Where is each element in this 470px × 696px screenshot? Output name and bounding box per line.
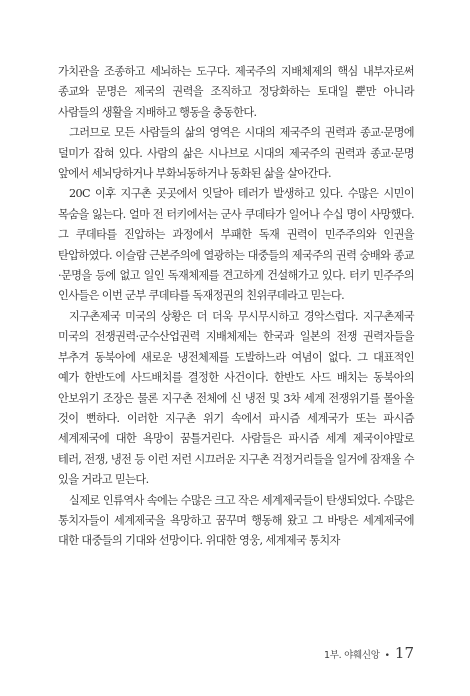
footer-bullet: •: [384, 651, 390, 661]
paragraph-1: 가치관을 조종하고 세뇌하는 도구다. 제국주의 지배체제의 핵심 내부자로써 종교와 문명은 제국의 권력을 조직하고 정당화하는 토대일 뿐만 아니라 사람들의 생활을 지배하고 행동을 충동한다.: [58, 65, 414, 119]
paragraph-4: 지구촌제국 미국의 상황은 더 더욱 무시무시하고 경악스럽다. 지구촌제국 미국의 전쟁권력·군수산업권력 지배체제는 한국과 일본의 전쟁 권력자들을 부추겨 동북아에 새로운 냉전체제를 도발하느라 여념이 없다. 그 대표적인 예가 한반도에 사드배치를 결정한 사건이다. 한반도 사드 배치는 동북아의 안보위기 조장은 물론 지구촌 전체에 신 냉전 및 3차 세계 전쟁위기를 몰아올 것이 뻔하다. 이러한 지구촌 위기 속에서 파시즘 세계국가 또는 파시즘 세계제국에 대한 욕망이 꿈틀거린다. 사람들은 파시즘 세계 제국이야말로 테러, 전쟁, 냉전 등 이런 저런 시끄러운 지구촌 걱정거리들을 일거에 잠재울 수 있을 거라고 믿는다.: [58, 309, 414, 487]
paragraph-2: 그러므로 모든 사람들의 삶의 영역은 시대의 제국주의 권력과 종교·문명에 덜미가 잡혀 있다. 사람의 삶은 시나브로 시대의 제국주의 권력과 종교·문명 앞에서 세뇌당하거나 부화뇌동하거나 동화된 삶을 살아간다.: [58, 126, 414, 181]
page-footer: [324, 644, 414, 662]
paragraph-3: 20C 이후 지구촌 곳곳에서 잇달아 테러가 발생하고 있다. 수많은 시민이 목숨을 잃는다. 얼마 전 터키에서는 군사 쿠데타가 일어나 수십 명이 사망했다. 그 쿠데타를 진압하는 과정에서 부패한 독재 권력이 민주주의와 인권을 탄압하였다. 이슬람 근본주의에 열광하는 대중들의 제국주의 권력 숭배와 종교·문명을 등에 없고 일인 독재체제를 견고하게 건설해가고 있다. 터키 민주주의 인사들은 이번 군부 쿠데타를 독재정권의 친위쿠데라고 믿는다.: [58, 187, 414, 303]
part-title: 1부. 야훼신앙: [324, 650, 380, 661]
page-body: [58, 62, 414, 552]
paragraph-5: 실제로 인류역사 속에는 수많은 크고 작은 세계제국들이 탄생되었다. 수많은 통치자들이 세계제국을 욕망하고 꿈꾸며 행동해 왔고 그 바탕은 세계제국에 대한 대중들의 기대와 선망이다. 위대한 영웅, 세계제국 통치자: [58, 493, 414, 548]
page-number: 17: [394, 644, 414, 662]
